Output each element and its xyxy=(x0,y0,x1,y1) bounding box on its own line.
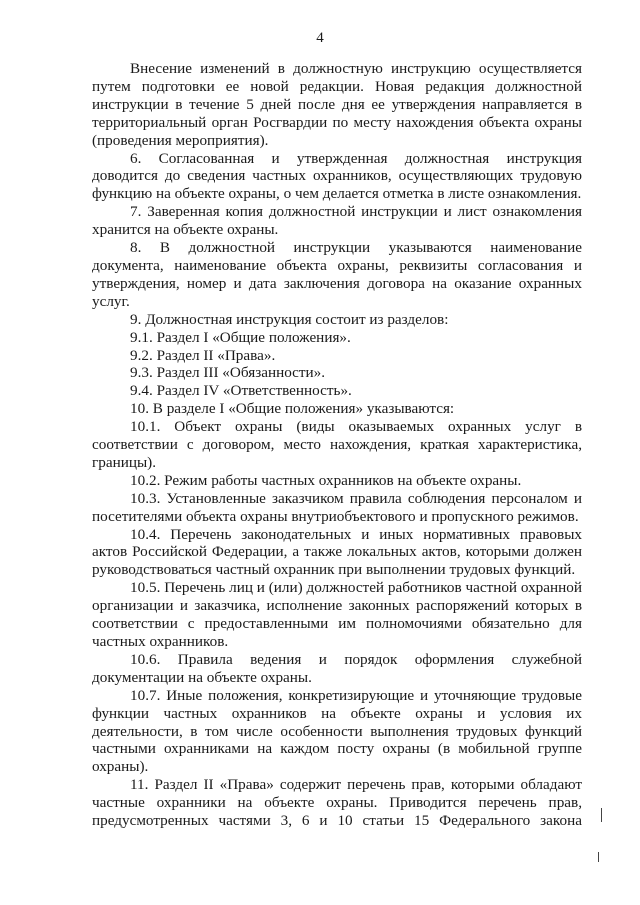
paragraph-7: 7. Заверенная копия должностной инструкции и лист ознакомления хранится на объекте охраны. xyxy=(92,203,582,239)
paragraph-10-7: 10.7. Иные положения, конкретизирующие и уточняющие трудовые функции частных охранников на объекте охраны и условия их деятельности, в том числе особенности выполнения трудовых функций частными охранниками на каждом посту охраны (в мобильной группе охраны). xyxy=(92,686,582,776)
paragraph-9-2: 9.2. Раздел II «Права». xyxy=(130,346,276,364)
paragraph-intro: Внесение изменений в должностную инструкцию осуществляется путем подготовки ее новой редакции. Новая редакция должностной инструкции в течение 5 дней после дня ее утверждения направляется в территориальный орган Росгвардии по месту нахождения объекта охраны (проведения мероприятия). xyxy=(92,60,582,149)
scan-mark-bottom xyxy=(598,852,599,862)
paragraph-10-2: 10.2. Режим работы частных охранников на объекте охраны. xyxy=(130,471,522,489)
paragraph-9: 9. Должностная инструкция состоит из разделов: xyxy=(130,310,449,328)
paragraph-9-1: 9.1. Раздел I «Общие положения». xyxy=(130,328,351,346)
document-body xyxy=(92,60,582,830)
paragraph-10-6: 10.6. Правила ведения и порядок оформления служебной документации на объекте охраны. xyxy=(92,650,582,686)
paragraph-11: 11. Раздел II «Права» содержит перечень прав, которыми обладают частные охранники на объекте охраны. Приводится перечень прав, предусмотренных частями 3, 6 и 10 статьи 15 Федерального закона xyxy=(92,776,582,830)
paragraph-9-3: 9.3. Раздел III «Обязанности». xyxy=(130,364,326,382)
paragraph-10-1: 10.1. Объект охраны (виды оказываемых охранных услуг в соответствии с договором, место нахождения, краткая характеристика, границы). xyxy=(92,418,582,471)
paragraph-10-5: 10.5. Перечень лиц и (или) должностей работников частной охранной организации и заказчика, исполнение законных распоряжений которых в соответствии с предоставленными им полномочиями обязательно для частных охранников. xyxy=(92,579,582,650)
paragraph-6: 6. Согласованная и утвержденная должностная инструкция доводится до сведения частных охранников, осуществляющих трудовую функцию на объекте охраны, о чем делается отметка в листе ознакомления. xyxy=(92,149,582,203)
paragraph-10: 10. В разделе I «Общие положения» указываются: xyxy=(130,400,455,418)
page-number: 4 xyxy=(316,30,324,46)
paragraph-8: 8. В должностной инструкции указываются наименование документа, наименование объекта охраны, реквизиты согласования и утверждения, номер и дата заключения договора на оказание охранных услуг. xyxy=(92,239,582,310)
paragraph-9-4: 9.4. Раздел IV «Ответственность». xyxy=(130,382,352,400)
scan-mark-top xyxy=(601,808,602,822)
paragraph-10-4: 10.4. Перечень законодательных и иных нормативных правовых актов Российской Федерации, а также локальных актов, которыми должен руководствоваться частный охранник при выполнении трудовых функций. xyxy=(92,525,582,579)
paragraph-10-3: 10.3. Установленные заказчиком правила соблюдения персоналом и посетителями объекта охраны внутриобъектового и пропускного режимов. xyxy=(92,489,582,525)
